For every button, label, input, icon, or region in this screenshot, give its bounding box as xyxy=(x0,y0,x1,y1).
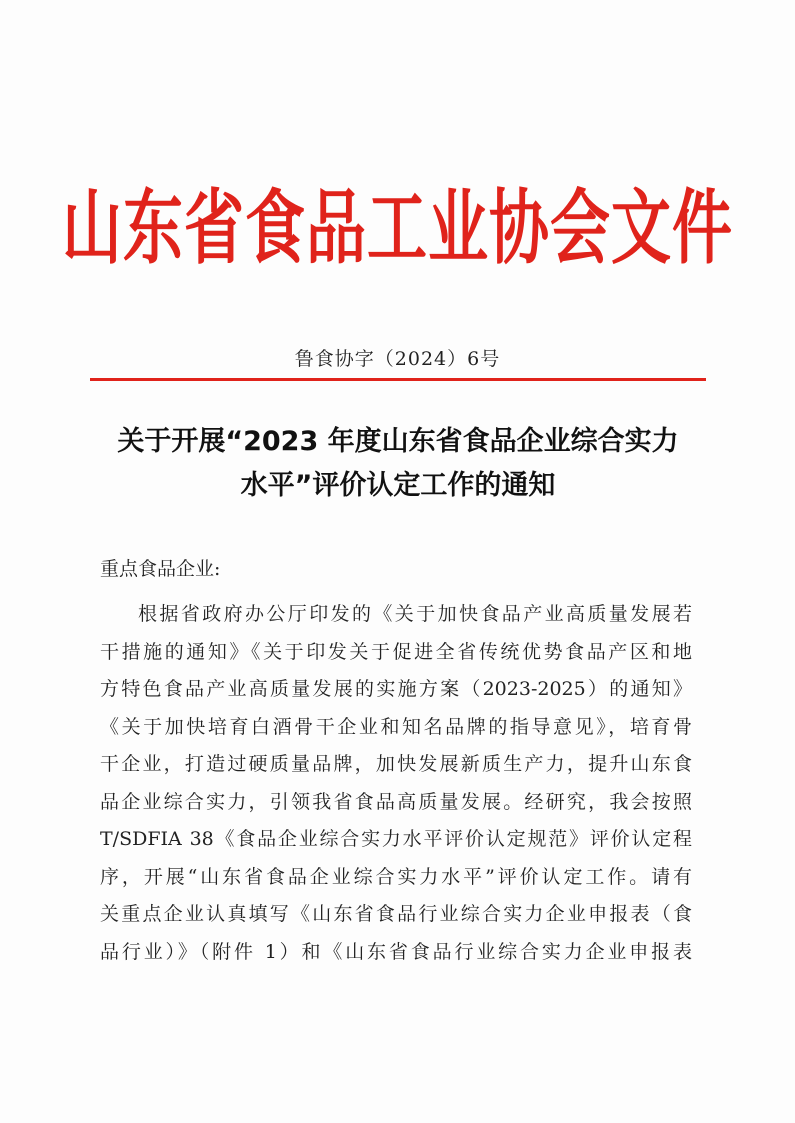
body-line: 《关于加快培育白酒骨干企业和知名品牌的指导意见》，培育骨 xyxy=(100,715,692,738)
body-line: 品行业）》（附件 1）和《山东省食品行业综合实力企业申报表 xyxy=(100,940,692,963)
body-line: 干企业，打造过硬质量品牌，加快发展新质生产力，提升山东食 xyxy=(100,753,692,775)
body-paragraph xyxy=(100,596,692,971)
notice-title xyxy=(90,420,706,508)
document-number: 鲁食协字（2024）6号 xyxy=(294,348,501,370)
org-document-header: 山东省食品工业协会文件 xyxy=(62,181,733,277)
notice-title-line-2: 水平”评价认定工作的通知 xyxy=(240,470,556,501)
body-line: 序，开展“山东省食品企业综合实力水平”评价认定工作。请有 xyxy=(100,865,692,888)
notice-title-line-1: 关于开展“2023 年度山东省食品企业综合实力 xyxy=(117,426,679,457)
body-line: 根据省政府办公厅印发的《关于加快食品产业高质量发展若 xyxy=(138,603,692,625)
body-line: 方特色食品产业高质量发展的实施方案（2023-2025）的通知》 xyxy=(100,678,692,700)
red-divider-line xyxy=(90,378,706,381)
body-line: T/SDFIA 38《食品企业综合实力水平评价认定规范》评价认定程 xyxy=(100,828,692,850)
body-line: 干措施的通知》《关于印发关于促进全省传统优势食品产区和地 xyxy=(100,640,692,663)
salutation: 重点食品企业: xyxy=(100,558,221,580)
body-line: 关重点企业认真填写《山东省食品行业综合实力企业申报表（食 xyxy=(100,903,692,925)
body-line: 品企业综合实力，引领我省食品高质量发展。经研究，我会按照 xyxy=(100,790,692,813)
